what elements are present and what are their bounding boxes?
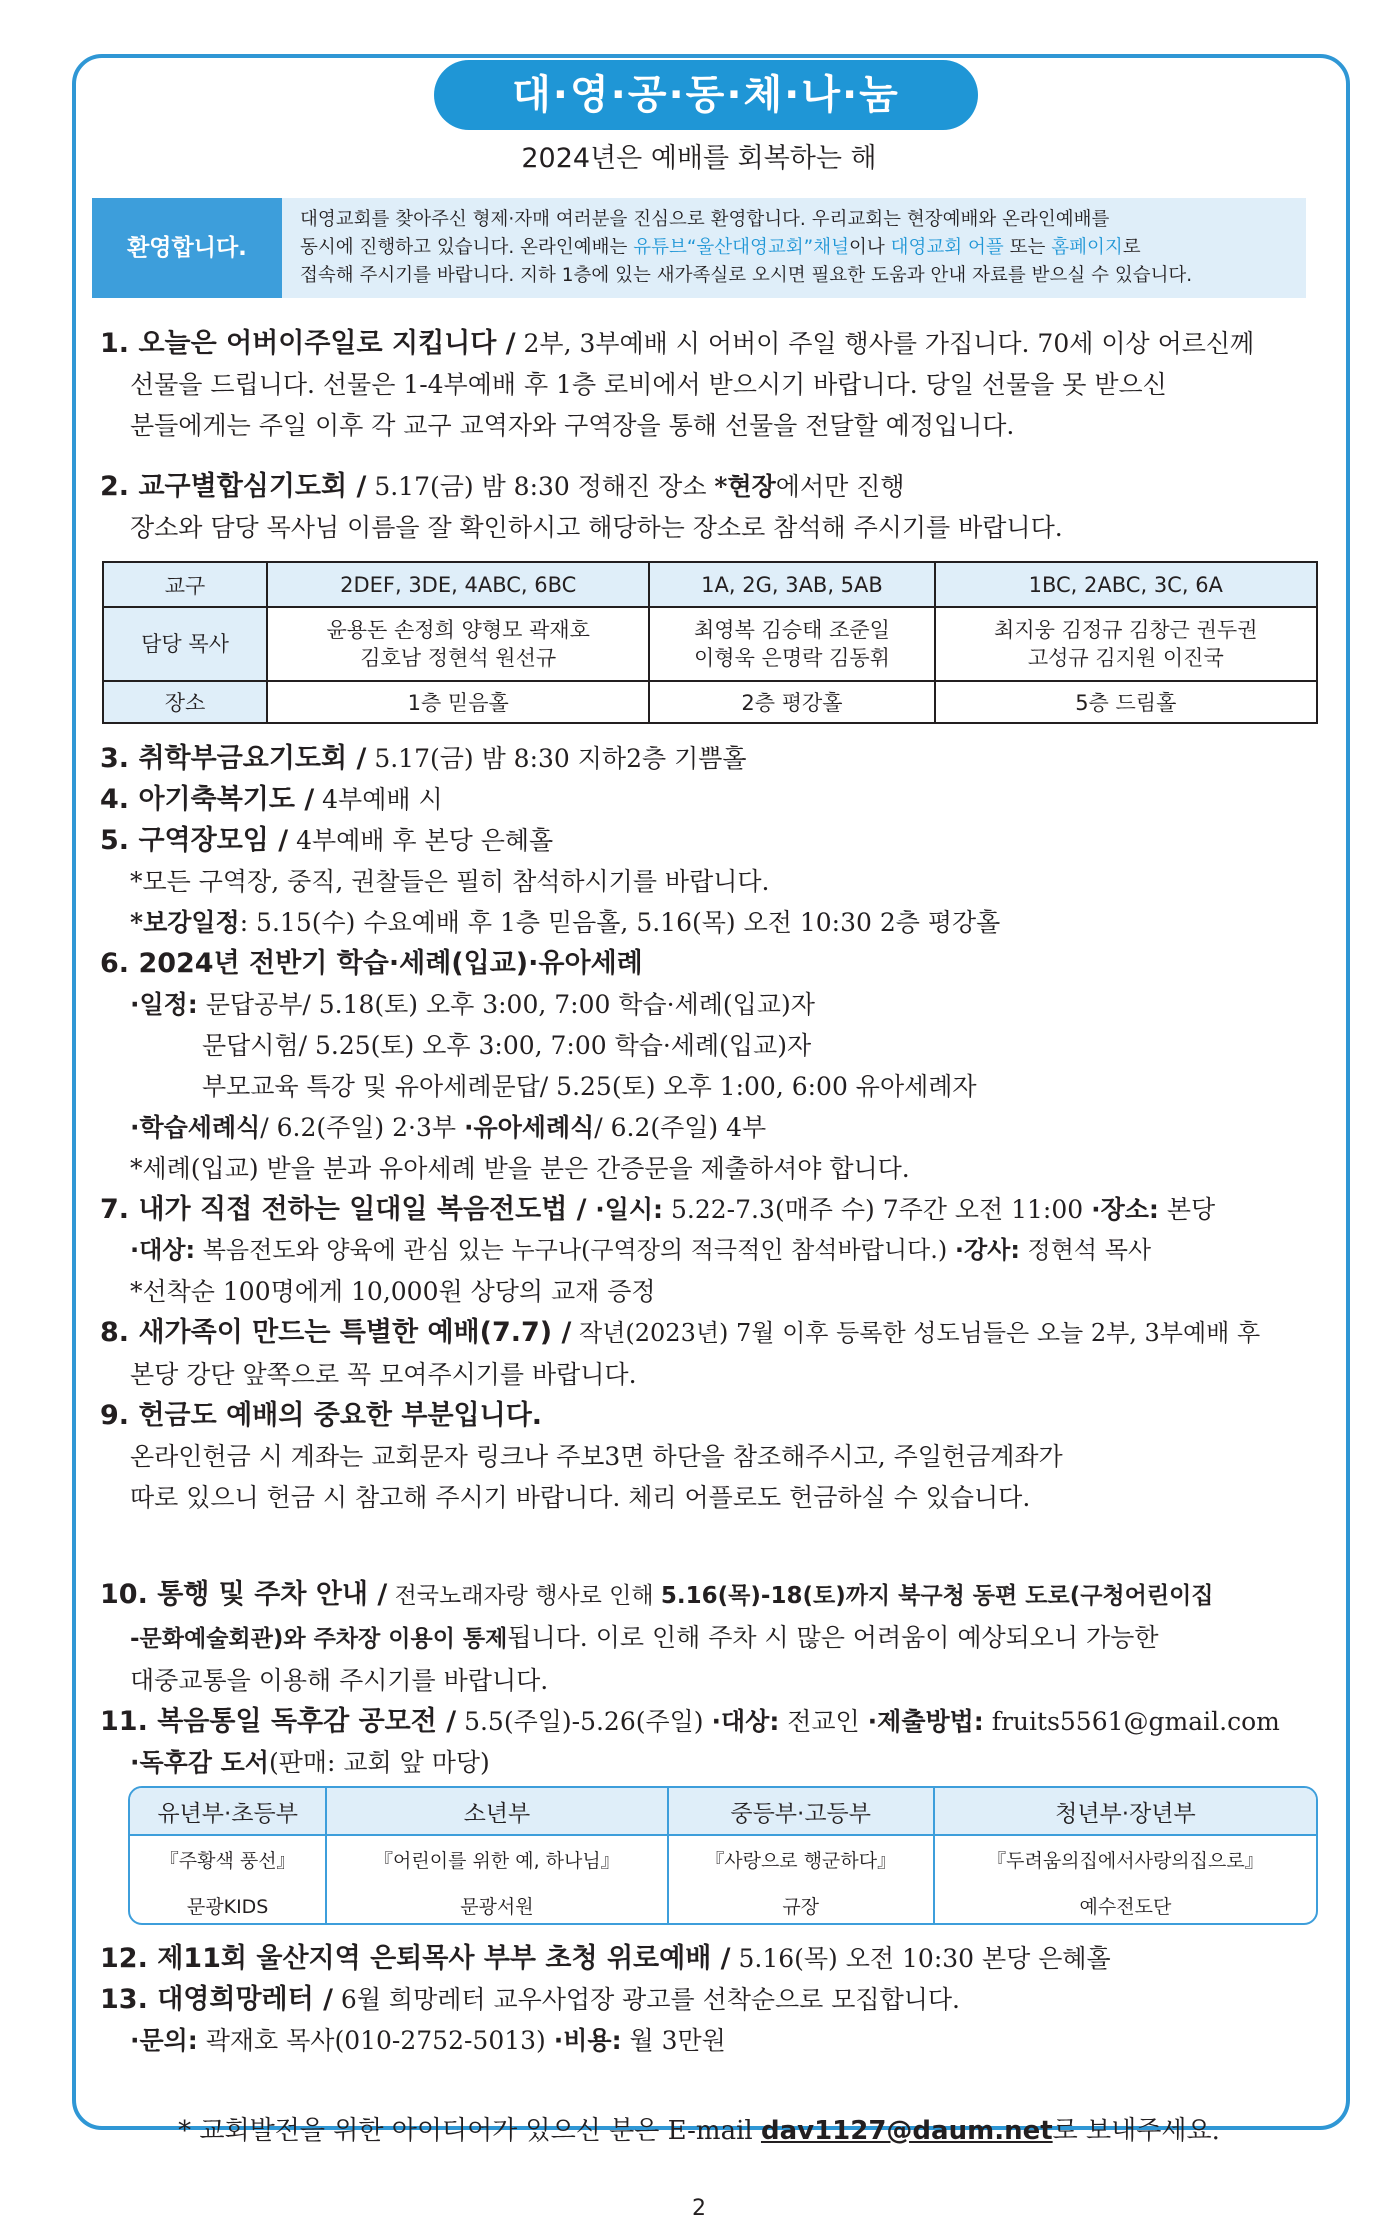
table-row: 『주황색 풍선』 『어린이를 위한 예, 하나님』 『사랑으로 행군하다』 『두려움의집에서사랑의집으로』 [130, 1835, 1316, 1882]
table-row: 교구 2DEF, 3DE, 4ABC, 6BC 1A, 2G, 3AB, 5AB 1BC, 2ABC, 3C, 6A [103, 562, 1317, 607]
table-row: 장소 1층 믿음홀 2층 평강홀 5층 드림홀 [103, 681, 1317, 723]
welcome-box [92, 198, 1306, 298]
welcome-line: 동시에 진행하고 있습니다. 온라인예배는 유튜브“울산대영교회”채널이나 대영교회 어플 또는 홈페이지로 [300, 237, 1141, 258]
homepage-link[interactable]: 홈페이지 [1051, 237, 1123, 258]
welcome-label: 환영합니다. [92, 198, 282, 298]
email-link[interactable]: dav1127@daum.net [760, 2116, 1053, 2146]
book-table [128, 1786, 1318, 1925]
welcome-text [300, 206, 1300, 290]
notice-10-11: 10. 통행 및 주차 안내 / 전국노래자랑 행사로 인해 5.16(목)-18(토)까지 북구청 동편 도로(구청어린이집 -문화예술회관)와 주차장 이용이 통제됩니다. 이로 인해 주차 시 많은 어려움이 예상되오니 가능한 대중교통을 이용해 주시기를 바랍니다. 11. 복음통일 독후감 공모전 / 5.5(주일)-5.26(주일) ·대상: 전교인 ·제출방법: fruits5561@gmail.com ·독후감 도서(판매: 교회 앞 마당) [100, 1579, 1280, 1777]
table-row: 담당 목사 윤용돈 손정희 양형모 곽재호 김호남 정현석 원선규 최영복 김승태 조준일 이형욱 은명락 김동휘 최지웅 김정규 김창근 권두권 고성규 김지원 이진국 [103, 607, 1317, 681]
notice-2: 2. 교구별합심기도회 / 5.17(금) 밤 8:30 정해진 장소 *현장에서만 진행 장소와 담당 목사님 이름을 잘 확인하시고 해당하는 장소로 참석해 주시기를 바랍니다. [100, 471, 1063, 542]
notice-12-13: 12. 제11회 울산지역 은퇴목사 부부 초청 위로예배 / 5.16(목) 오전 10:30 본당 은혜홀 13. 대영희망레터 / 6월 희망레터 교우사업장 광고를 선착순으로 모집합니다. ·문의: 곽재호 목사(010-2752-5013) ·비용: 월 3만원 [100, 1943, 1111, 2055]
church-app-link[interactable]: 대영교회 어플 [890, 237, 1004, 258]
page-number: 2 [692, 2196, 706, 2221]
table-row: 유년부·초등부 소년부 중등부·고등부 청년부·장년부 [130, 1788, 1316, 1835]
prayer-meeting-table [102, 561, 1318, 724]
notice-3-to-9: 3. 취학부금요기도회 / 5.17(금) 밤 8:30 지하2층 기쁨홀 4. 아기축복기도 / 4부예배 시 5. 구역장모임 / 4부예배 후 본당 은혜홀 *모든 구역장, 중직, 권찰들은 필히 참석하시기를 바랍니다. *보강일정: 5.15(수) 수요예배 후 1층 믿음홀, 5.16(목) 오전 10:30 2층 평강홀 6. 2024년 전반기 학습·세례(입교)·유아세례 ·일정: 문답공부/ 5.18(토) 오후 3:00, 7:00 학습·세례(입교)자 문답시험/ 5.25(토) 오후 3:00, 7:00 학습·세례(입교)자 부모교육 특강 및 유아세례문답/ 5.25(토) 오후 1:00, 6:00 유아세례자 ·학습세례식/ 6.2(주일) 2·3부 ·유아세례식/ 6.2(주일) 4부 *세례(입교) 받을 분과 유아세례 받을 분은 간증문을 제출하셔야 합니다. 7. 내가 직접 전하는 일대일 복음전도법 / ·일시: 5.22-7.3(매주 수) 7주간 오전 11:00 ·장소: 본당 ·대상: 복음전도와 양육에 관심 있는 누구나(구역장의 적극적인 참석바랍니다.) ·강사: 정현석 목사 *선착순 100명에게 10,000원 상당의 교재 증정 8. 새가족이 만드는 특별한 예배(7.7) / 작년(2023년) 7월 이후 등록한 성도님들은 오늘 2부, 3부예배 후 본당 강단 앞쪽으로 꼭 모여주시기를 바랍니다. 9. 헌금도 예배의 중요한 부분입니다. 온라인헌금 시 계좌는 교회문자 링크나 주보3면 하단을 참조해주시고, 주일헌금계좌가 따로 있으니 헌금 시 참고해 주시기 바랍니다. 체리 어플로도 헌금하실 수 있습니다. [100, 743, 1261, 1512]
page-subtitle: 2024년은 예배를 회복하는 해 [521, 143, 877, 174]
welcome-line: 대영교회를 찾아주신 형제·자매 여러분을 진심으로 환영합니다. 우리교회는 현장예배와 온라인예배를 [300, 209, 1110, 230]
youtube-channel-link[interactable]: 유튜브“울산대영교회”채널 [633, 237, 849, 258]
footer-note: * 교회발전을 위한 아이디어가 있으신 분은 E-mail dav1127@daum.net로 보내주세요. [178, 2116, 1220, 2146]
page-title: 대·영·공·동·체·나·눔 [434, 60, 978, 130]
welcome-line: 접속해 주시기를 바랍니다. 지하 1층에 있는 새가족실로 오시면 필요한 도움과 안내 자료를 받으실 수 있습니다. [300, 265, 1193, 286]
notice-1: 1. 오늘은 어버이주일로 지킵니다 / 2부, 3부예배 시 어버이 주일 행사를 가집니다. 70세 이상 어르신께 선물을 드립니다. 선물은 1-4부예배 후 1층 로비에서 받으시기 바랍니다. 당일 선물을 못 받으신 분들에게는 주일 이후 각 교구 교역자와 구역장을 통해 선물을 전달할 예정입니다. [100, 328, 1255, 440]
table-row: 문광KIDS 문광서원 규장 예수전도단 [130, 1882, 1316, 1925]
